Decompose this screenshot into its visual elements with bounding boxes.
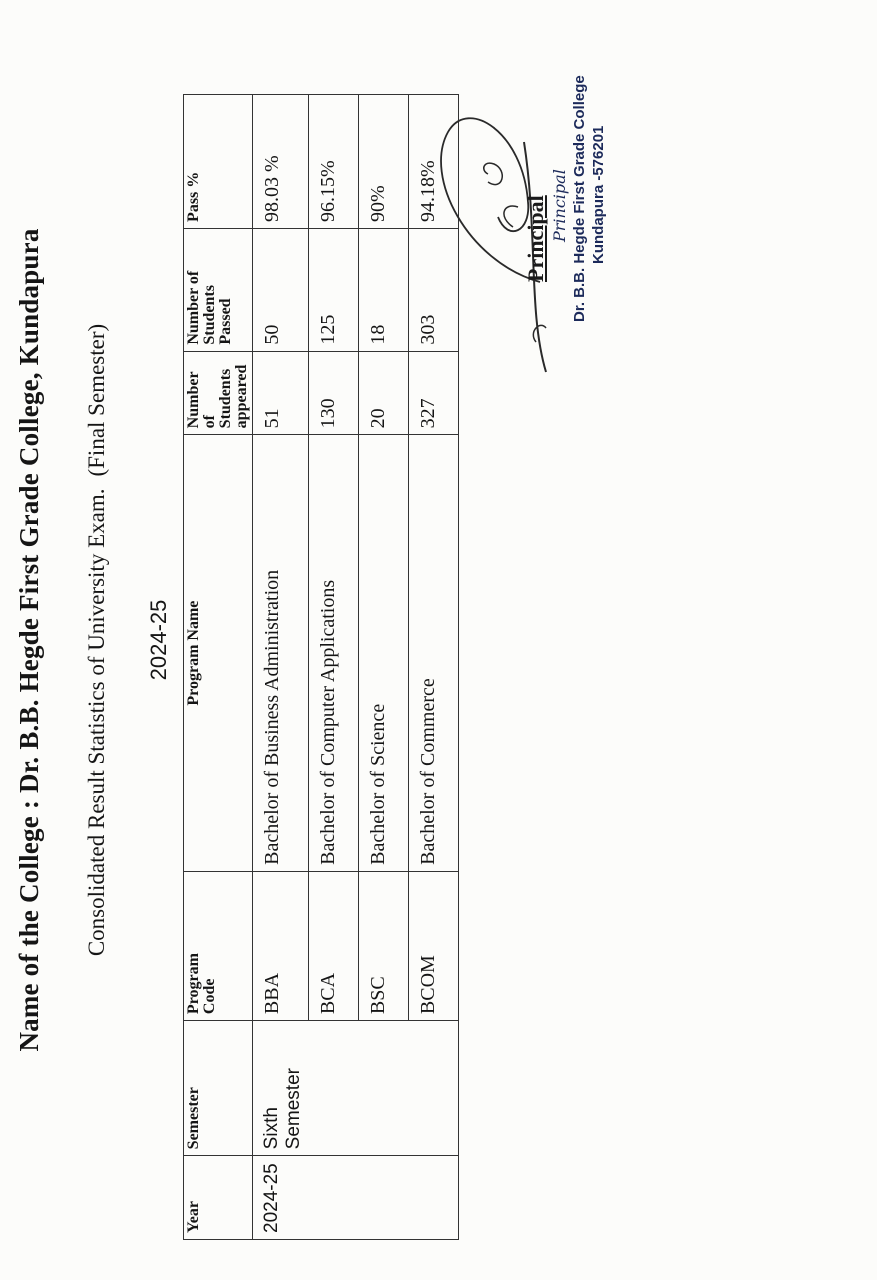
program-name-cell: Bachelor of Commerce bbox=[409, 435, 459, 872]
passed-cell: 18 bbox=[359, 228, 409, 351]
year-cell-empty bbox=[359, 1156, 409, 1240]
program-code-cell: BCA bbox=[309, 871, 359, 1020]
table-row bbox=[309, 95, 359, 1240]
semester-cell-empty bbox=[359, 1021, 409, 1156]
header-passed-line3: Passed bbox=[217, 298, 234, 345]
program-name-cell: Bachelor of Business Administration bbox=[253, 435, 309, 872]
header-program-code bbox=[184, 871, 253, 1020]
table-header-row bbox=[184, 95, 253, 1240]
appeared-cell: 327 bbox=[409, 351, 459, 435]
principal-signature-block bbox=[428, 72, 618, 432]
header-students-appeared bbox=[184, 351, 253, 435]
program-code-cell: BBA bbox=[253, 871, 309, 1020]
stamp-college-address: Kundapura -576201 bbox=[590, 125, 607, 264]
program-name-cell: Bachelor of Computer Applications bbox=[309, 435, 359, 872]
table-row bbox=[253, 95, 309, 1240]
header-semester: Semester bbox=[184, 1021, 253, 1156]
stamp-principal-script: Principal bbox=[550, 169, 569, 242]
stamp-college-name: Dr. B.B. Hegde First Grade College bbox=[571, 75, 588, 322]
year-cell: 2024-25 bbox=[253, 1156, 309, 1240]
header-program-code-line2: Code bbox=[201, 978, 218, 1015]
header-year: Year bbox=[184, 1156, 253, 1240]
appeared-cell: 20 bbox=[359, 351, 409, 435]
appeared-cell: 130 bbox=[309, 351, 359, 435]
results-table bbox=[183, 94, 459, 1240]
semester-cell bbox=[253, 1021, 309, 1156]
pass-percent-cell: 94.18% bbox=[409, 95, 459, 229]
semester-line1: Sixth bbox=[261, 1107, 282, 1150]
header-appeared-line1: Number of bbox=[185, 371, 218, 429]
program-code-cell: BCOM bbox=[409, 871, 459, 1020]
passed-cell: 50 bbox=[253, 228, 309, 351]
passed-cell: 303 bbox=[409, 228, 459, 351]
semester-line2: Semester bbox=[283, 1068, 304, 1150]
header-passed-line2: Students bbox=[201, 285, 218, 345]
program-code-cell: BSC bbox=[359, 871, 409, 1020]
program-name-cell: Bachelor of Science bbox=[359, 435, 409, 872]
header-program-code-line1: Program bbox=[185, 953, 202, 1015]
passed-cell: 125 bbox=[309, 228, 359, 351]
academic-year-heading: 2024-25 bbox=[146, 599, 171, 681]
header-appeared-line2: Students bbox=[217, 368, 234, 429]
appeared-cell: 51 bbox=[253, 351, 309, 435]
header-students-passed bbox=[184, 228, 253, 351]
pass-percent-cell: 98.03 % bbox=[253, 95, 309, 229]
semester-cell-empty bbox=[409, 1021, 459, 1156]
pass-percent-cell: 90% bbox=[359, 95, 409, 229]
header-pass-percent: Pass % bbox=[184, 95, 253, 229]
pass-percent-cell: 96.15% bbox=[309, 95, 359, 229]
header-passed-line1: Number of bbox=[185, 270, 202, 345]
college-name-heading: Name of the College : Dr. B.B. Hegde First Grade College, Kundapura bbox=[14, 228, 44, 1052]
report-subtitle bbox=[84, 0, 110, 1280]
header-appeared-line3: appeared bbox=[233, 364, 250, 429]
year-cell-empty bbox=[309, 1156, 359, 1240]
header-program-name: Program Name bbox=[184, 435, 253, 872]
table-row bbox=[359, 95, 409, 1240]
principal-title: Principal bbox=[523, 195, 548, 282]
subtitle-paren: (Final Semester) bbox=[84, 323, 109, 477]
subtitle-main: Consolidated Result Statistics of University Exam. bbox=[84, 488, 109, 957]
semester-cell-empty bbox=[309, 1021, 359, 1156]
year-cell-empty bbox=[409, 1156, 459, 1240]
